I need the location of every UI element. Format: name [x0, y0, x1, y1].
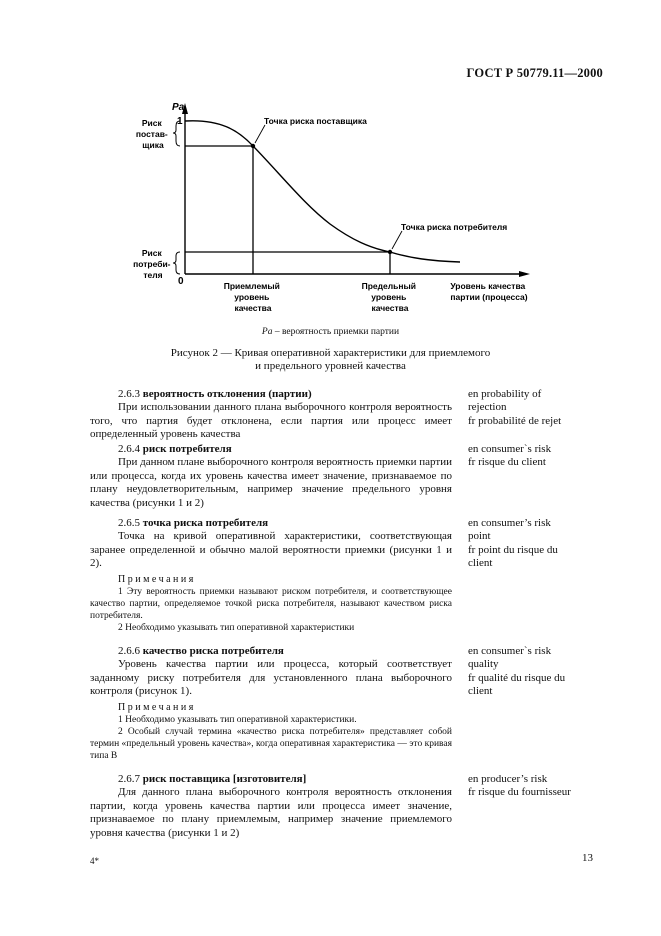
- equivalent-line: en probability of: [468, 388, 542, 400]
- legend-symbol: Pa: [261, 327, 273, 337]
- term-number: 2.6.4: [118, 443, 140, 455]
- entry-2-6-4: [90, 443, 452, 510]
- term-number: 2.6.7: [118, 773, 140, 785]
- caption-line-2: и предельного уровней качества: [255, 360, 406, 372]
- note: 2 Необходимо указывать тип оперативной характеристики: [118, 623, 355, 634]
- equivalent-line: en consumer’s risk: [468, 517, 551, 529]
- term-number: 2.6.5: [118, 517, 140, 529]
- consumer-risk-point: [388, 250, 392, 254]
- producer-point-leader: [255, 125, 265, 143]
- equivalent-line: fr probabilité de rejet: [468, 414, 562, 427]
- oc-curve: [185, 121, 460, 262]
- y-top-value: 1: [177, 116, 183, 127]
- producer-point-label: Точка риска поставщика: [264, 116, 367, 126]
- caption-line-1: Рисунок 2 — Кривая оперативной характеристики для приемлемого: [170, 347, 491, 359]
- term-definition: При использовании данного плана выборочного контроля вероятность того, что партия будет отклонена, если партия или процесс имеет определенный уровень качества: [90, 401, 452, 441]
- consumer-point-label: Точка риска потребителя: [401, 222, 508, 232]
- term-number: 2.6.3: [118, 388, 140, 400]
- notes-title: Примечания: [118, 573, 196, 585]
- term-definition: Точка на кривой оперативной характеристики, соответствующая заранее определенной и обычно малой вероятности приемки (рисунки 1 и 2).: [90, 530, 452, 570]
- y-axis-label: Pa: [172, 102, 185, 113]
- equivalent-line: quality: [468, 658, 499, 671]
- equivalent-line: client: [468, 557, 493, 570]
- equivalents-2-6-6: [468, 645, 608, 699]
- term-definition: Уровень качества партии или процесса, который соответствует заданному риску потребителя для установленного плана выборочного контроля (рисунок 1).: [90, 658, 452, 698]
- entry-2-6-3: [90, 388, 452, 442]
- equivalent-line: rejection: [468, 401, 507, 414]
- origin-label: 0: [178, 276, 184, 287]
- term-number: 2.6.6: [118, 645, 140, 657]
- oc-curve-figure: [0, 0, 661, 330]
- page-number: 13: [582, 852, 593, 864]
- equivalent-line: fr risque du client: [468, 456, 546, 469]
- standard-designation: ГОСТ Р 50779.11—2000: [466, 66, 603, 80]
- term-title: точка риска потребителя: [142, 517, 269, 529]
- legend-text: – вероятность приемки партии: [274, 327, 400, 337]
- equivalent-line: fr point du risque du: [468, 543, 558, 556]
- x-axis-arrow: [519, 271, 530, 277]
- lql-label: Предельный уровень качества: [361, 281, 417, 313]
- equivalent-line: en consumer`s risk: [468, 443, 552, 455]
- equivalent-line: en producer’s risk: [468, 773, 548, 785]
- equivalent-line: fr risque du fournisseur: [468, 786, 571, 799]
- equivalent-line: client: [468, 685, 493, 698]
- term-title: риск поставщика [изготовителя]: [142, 773, 307, 785]
- equivalent-line: point: [468, 530, 491, 543]
- note: 1 Эту вероятность приемки называют риском потребителя, и соответствующее качество партии, определяемое точкой риска потребителя, называют качеством риска потребителя.: [90, 587, 452, 622]
- entry-2-6-6: [90, 645, 452, 762]
- consumer-point-leader: [392, 231, 402, 249]
- equivalents-2-6-5: [468, 517, 608, 571]
- consumer-risk-label: Риск потреби- теля: [133, 248, 171, 280]
- note: 2 Особый случай термина «качество риска потребителя» представляет собой термин «предельный уровень качества», когда оперативная характеристика — это кривая типа B: [90, 727, 452, 762]
- notes-title: Примечания: [118, 701, 196, 713]
- term-title: качество риска потребителя: [142, 645, 284, 657]
- entry-2-6-5: [90, 517, 452, 634]
- equivalents-2-6-7: [468, 773, 608, 800]
- equivalents-2-6-4: [468, 443, 608, 470]
- entry-2-6-7: [90, 773, 452, 840]
- aql-label: Приемлемый уровень качества: [223, 281, 280, 313]
- figure-legend: [0, 327, 661, 337]
- equivalents-2-6-3: [468, 388, 608, 428]
- term-title: риск потребителя: [142, 443, 232, 455]
- term-definition: При данном плане выборочного контроля вероятность приемки партии или процесса, когда их уровень качества имеет значение, признаваемое по плану неудовлетворительным, например значение предельного уровня качества (рисунки 1 и 2): [90, 456, 452, 509]
- note: 1 Необходимо указывать тип оперативной характеристики.: [118, 715, 357, 726]
- x-axis-label: Уровень качества партии (процесса): [450, 281, 528, 302]
- consumer-risk-brace: [173, 252, 180, 274]
- equivalent-line: en consumer`s risk: [468, 645, 552, 657]
- term-title: вероятность отклонения (партии): [142, 388, 312, 400]
- equivalent-line: fr qualité du risque du: [468, 671, 566, 684]
- sheet-mark: 4*: [90, 856, 99, 866]
- figure-caption: [0, 347, 661, 373]
- producer-risk-point: [251, 144, 255, 148]
- term-definition: Для данного плана выборочного контроля вероятность отклонения партии, когда уровень качества партии или процесса имеет значение, признаваемое по плану приемлемым, например значение приемлемого уровня качества (рисунки 1 и 2): [90, 786, 452, 839]
- producer-risk-label: Риск постав- щика: [135, 118, 168, 150]
